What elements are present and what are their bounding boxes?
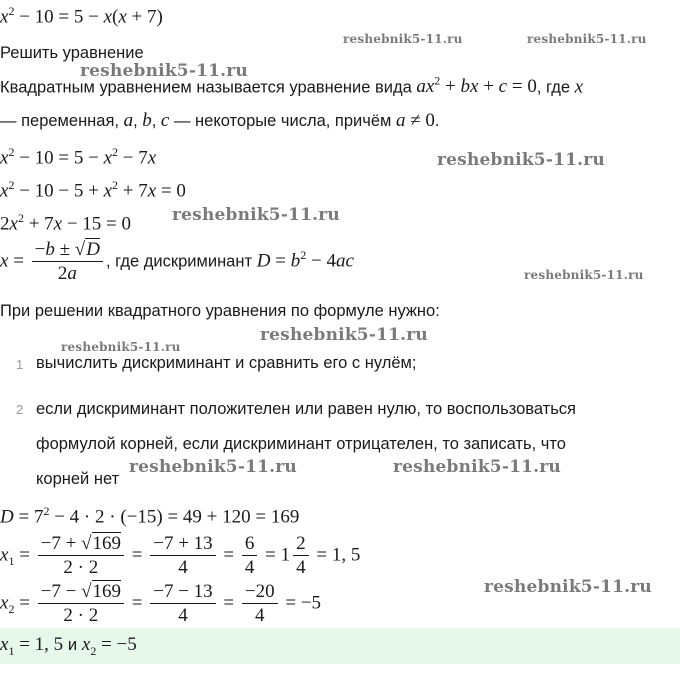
watermark: reshebnik5-11.ru [172, 205, 340, 225]
list-item-2-line-1: если дискриминант положителен или равен нулю, то воспользоваться [36, 400, 576, 418]
answer: $x_1 = 1$, 5 и $x_2 = -5$ [0, 634, 137, 658]
watermark: reshebnik5-11.ru [343, 32, 463, 46]
watermark: reshebnik5-11.ru [527, 32, 647, 46]
original-equation: $x^2 - 10 = 5 - x(x + 7)$ [0, 4, 163, 28]
quadratic-formula: x = $\frac{-b \pm √D}{2a}$ , где дискриминант $D = b^2 - 4ac$ [0, 239, 354, 284]
watermark: reshebnik5-11.ru [129, 457, 297, 477]
solve-label: Решить уравнение [0, 44, 144, 62]
step-3: $2x^2 + 7x - 15 = 0$ [0, 211, 132, 235]
watermark: reshebnik5-11.ru [484, 577, 652, 597]
step-2: $x^2 - 10 - 5 + x^2 + 7x = 0$ [0, 178, 186, 202]
root-2-calc: $x_2$ = $\frac{-7 - √169}{2 \cdot 2}$ = $\frac{-7 - 13}{4}$ = $\frac{-20}{4}$ = −5 [0, 581, 322, 626]
list-item-2-line-2: формулой корней, если дискриминант отрицателен, то записать, что [36, 435, 566, 453]
watermark: reshebnik5-11.ru [437, 150, 605, 170]
watermark: reshebnik5-11.ru [260, 325, 428, 345]
list-item-1: вычислить дискриминант и сравнить его с нулём; [36, 354, 417, 372]
list-number-2: 2 [16, 402, 24, 417]
method-intro: При решении квадратного уравнения по формуле нужно: [0, 302, 440, 320]
discriminant-calc: $D = 7^2 - 4 \cdot 2 \cdot (-15) = 49 + 120 = 169$ [0, 504, 300, 528]
watermark: reshebnik5-11.ru [61, 340, 181, 354]
list-number-1: 1 [16, 357, 24, 372]
watermark: reshebnik5-11.ru [80, 61, 248, 81]
watermark: reshebnik5-11.ru [393, 457, 561, 477]
root-1-calc: $x_1$ = $\frac{-7 + √169}{2 \cdot 2}$ = $\frac{-7 + 13}{4}$ = $\frac{6}{4}$ = 1 $\frac{2}{4}$ = 1, 5 [0, 533, 361, 578]
list-item-2-line-3: корней нет [36, 470, 120, 488]
definition-line-2: — переменная, a, b, c — некоторые числа, причём a ≠ 0. [0, 110, 440, 131]
watermark: reshebnik5-11.ru [524, 268, 644, 282]
definition-line-1: Квадратным уравнением называется уравнение вида $ax^2$ + bx + c = 0, где x [0, 74, 584, 98]
step-1: $x^2 - 10 = 5 - x^2 - 7x$ [0, 145, 157, 169]
